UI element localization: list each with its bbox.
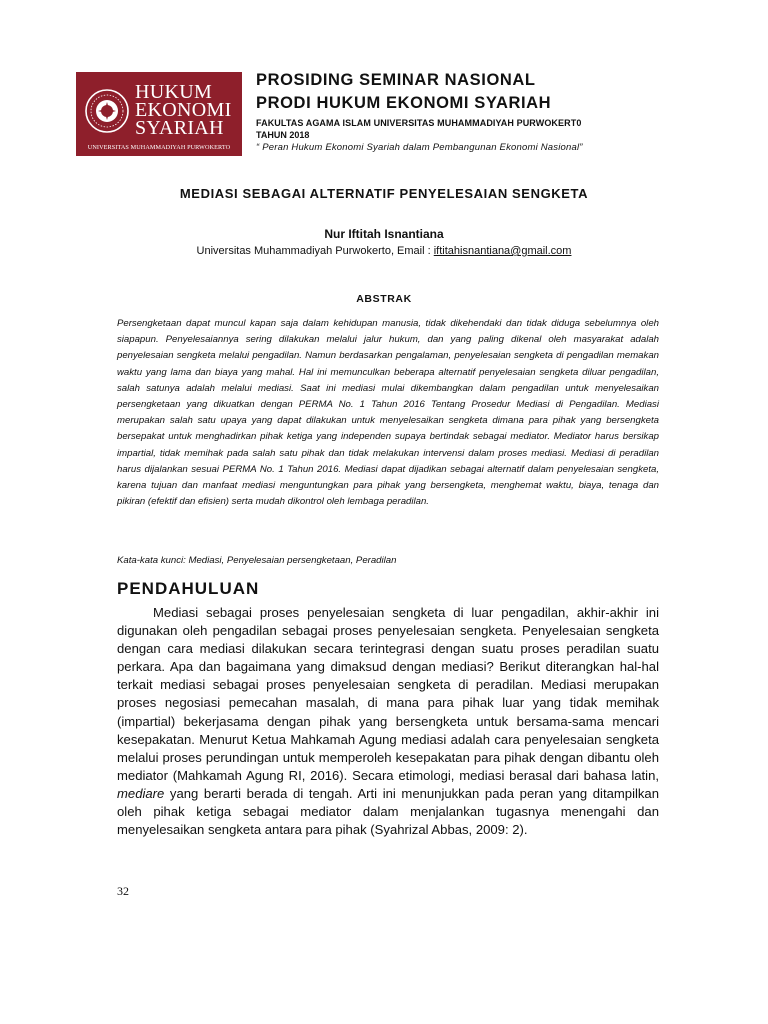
italic-term: mediare [117,785,165,801]
proceedings-header [256,68,666,155]
affiliation-text: Universitas Muhammadiyah Purwokerto, Email : [196,245,434,257]
logo-line-1: HUKUM [135,81,213,103]
paper-title: MEDIASI SEBAGAI ALTERNATIF PENYELESAIAN SENGKETA [179,186,589,201]
header-program: PRODI HUKUM EKONOMI SYARIAH [256,94,552,112]
header-faculty: FAKULTAS AGAMA ISLAM UNIVERSITAS MUHAMMADIYAH PURWOKERT0 [256,118,582,128]
logo-line-2: EKONOMI [135,99,232,121]
paragraph-text-1: Mediasi sebagai proses penyelesaian sengketa di luar pengadilan, akhir-akhir ini digunakan oleh pengadilan sebagai proses penyelesaian sengketa. Penyelesaian sengketa dengan cara mediasi dilakukan secara terintegrasi dengan suatu proses peradilan suatu perkara. Apa dan bagaimana yang dimaksud dengan mediasi? Berikut diterangkan hal-hal terkait mediasi sebagai proses penyelesaian sengketa di peradilan. Mediasi merupakan proses negosiasi pemecahan masalah, di mana para pihak luar yang tidak memihak (impartial) bekerjasama dengan pihak yang bersengketa untuk bersama-sama mencari kesepakatan. Menurut Ketua Mahkamah Agung mediasi adalah cara penyelesaian sengketa melalui proses perundingan untuk memperoleh kesepakatan para pihak dengan dibantu oleh mediator (Mahkamah Agung RI, 2016). Secara etimologi, mediasi berasal dari bahasa latin, [117,605,659,783]
journal-logo [76,72,242,156]
page-number: 32 [117,884,129,898]
author-affiliation [0,245,768,257]
abstract-body: Persengketaan dapat muncul kapan saja dalam kehidupan manusia, tidak dikehendaki dan tidak diduga sebelumnya oleh siapapun. Penyelesaiannya sering dilakukan melalui jalur hukum, dan yang paling dikenal oleh masyarakat adalah penyelesaian sengketa melalui pengadilan. Namun berdasarkan pengalaman, penyelesaian sengketa di pengadilan memakan waktu yang lama dan biaya yang mahal. Hal ini memunculkan beberapa alternatif penyelesaian sengketa diluar pengadilan, salah satunya adalah melalui mediasi. Saat ini mediasi mulai dikembangkan dalam pengadilan untuk menyelesaikan persengketaan yang dikuatkan dengan PERMA No. 1 Tahun 2016 Tentang Prosedur Mediasi di Pengadilan. Mediasi merupakan salah satu upaya yang dapat dilakukan untuk menyelesaikan sengketa dimana para pihak yang bersengketa bersepakat untuk menghadirkan pihak ketiga yang independen supaya bertindak sebagai mediator. Mediator harus bersikap impartial, tidak memihak pada salah satu pihak dan tidak melakukan intervensi dalam proses mediasi. Mediasi di peradilan harus dijalankan sesuai PERMA No. 1 Tahun 2016. Mediasi dapat dijadikan sebagai alternatif dalam penyelesaian sengketa, karena tujuan dan manfaat mediasi menguntungkan para pihak yang bersengketa, menghemat waktu, biaya, tenaga dan pikiran (efektif dan efisien) serta mudah dikontrol oleh lembaga peradilan. [117,318,659,508]
body-paragraph [117,604,659,839]
keywords: Kata-kata kunci: Mediasi, Penyelesaian persengketaan, Peradilan [117,555,397,566]
university-seal-icon [84,88,130,134]
section-heading: PENDAHULUAN [117,579,260,598]
header-year: TAHUN 2018 [256,130,310,140]
logo-line-3: SYARIAH [135,117,224,139]
author-email-link[interactable]: iftitahisnantiana@gmail.com [433,245,572,257]
paper-author: Nur Iftitah Isnantiana [324,227,444,241]
header-title: PROSIDING SEMINAR NASIONAL [256,71,536,89]
abstract-heading: ABSTRAK [356,293,412,305]
paragraph-text-2: yang berarti berada di tengah. Arti ini menunjukkan pada peran yang ditampilkan oleh pihak ketiga sebagai mediator dalam menjalankan tugasnya menengahi dan menyelesaikan sengketa antara para pihak (Syahrizal Abbas, 2009: 2). [117,785,659,838]
header-theme: “ Peran Hukum Ekonomi Syariah dalam Pembangunan Ekonomi Nasional” [256,142,583,153]
logo-tagline: UNIVERSITAS MUHAMMADIYAH PURWOKERTO [87,144,231,151]
